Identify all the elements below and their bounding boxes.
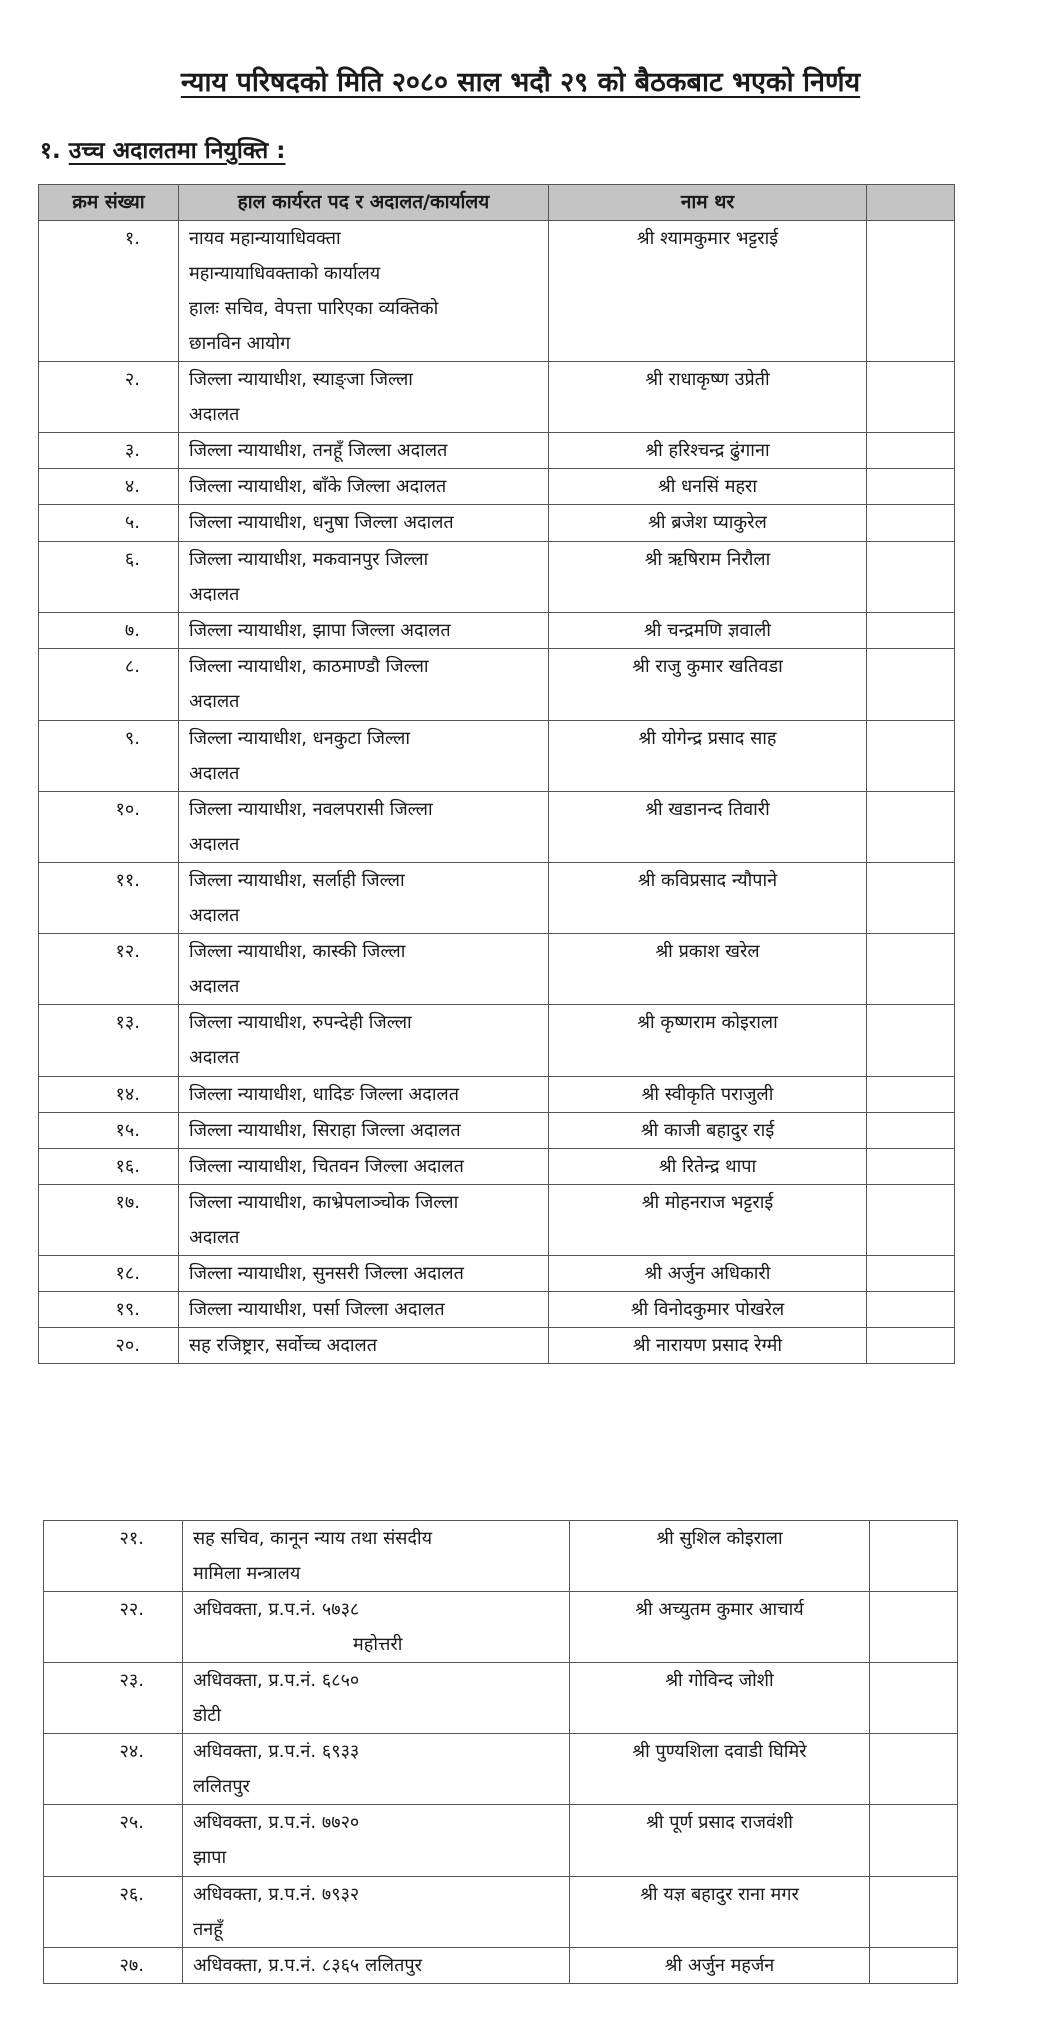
current-post-cell xyxy=(179,362,549,433)
current-post-cell xyxy=(183,1877,570,1948)
serial-number-cell: १८. xyxy=(39,1256,179,1292)
post-line: तनहूँ xyxy=(193,1919,223,1940)
current-post-cell xyxy=(179,1292,549,1328)
serial-number-cell: ३. xyxy=(39,433,179,469)
blank-cell xyxy=(870,1805,958,1877)
serial-number-cell: २१. xyxy=(44,1521,183,1592)
blank-cell xyxy=(867,1292,955,1328)
table-row xyxy=(39,469,955,505)
table-row xyxy=(39,1292,955,1328)
current-post-cell xyxy=(179,1256,549,1292)
post-line: झापा xyxy=(193,1847,227,1868)
current-post-cell xyxy=(183,1521,570,1592)
blank-cell xyxy=(867,863,955,934)
post-line: महोत्तरी xyxy=(353,1634,403,1655)
serial-number-cell: ४. xyxy=(39,469,179,505)
table-row xyxy=(39,792,955,863)
post-line: जिल्ला न्यायाधीश, नवलपरासी जिल्ला xyxy=(189,799,433,820)
appointee-name-cell: श्री कविप्रसाद न्यौपाने xyxy=(549,863,867,934)
current-post-cell xyxy=(179,1149,549,1185)
appointee-name-cell: श्री पूर्ण प्रसाद राजवंशी xyxy=(570,1805,870,1877)
table-row xyxy=(39,221,955,362)
post-line: अदालत xyxy=(189,905,240,926)
post-line: जिल्ला न्यायाधीश, रुपन्देही जिल्ला xyxy=(189,1012,412,1033)
section-number: १. xyxy=(40,138,61,164)
post-line: जिल्ला न्यायाधीश, पर्सा जिल्ला अदालत xyxy=(189,1299,445,1320)
current-post-cell xyxy=(179,221,549,362)
current-post-cell xyxy=(179,792,549,863)
appointee-name-cell: श्री श्यामकुमार भट्टराई xyxy=(549,221,867,362)
blank-cell xyxy=(870,1948,958,1984)
table-row xyxy=(39,433,955,469)
blank-cell xyxy=(867,1149,955,1185)
post-line: जिल्ला न्यायाधीश, तनहूँ जिल्ला अदालत xyxy=(189,440,448,461)
appointee-name-cell: श्री चन्द्रमणि ज्ञवाली xyxy=(549,613,867,649)
post-line: जिल्ला न्यायाधीश, झापा जिल्ला अदालत xyxy=(189,620,451,641)
serial-number-cell: ६. xyxy=(39,542,179,613)
table-row xyxy=(39,1185,955,1256)
current-post-cell xyxy=(179,934,549,1005)
post-line: सह रजिष्ट्रार, सर्वोच्च अदालत xyxy=(189,1335,378,1356)
serial-number-cell: २४. xyxy=(44,1734,183,1805)
post-line: जिल्ला न्यायाधीश, सुनसरी जिल्ला अदालत xyxy=(189,1263,464,1284)
blank-cell xyxy=(870,1592,958,1663)
appointee-name-cell: श्री गोविन्द जोशी xyxy=(570,1663,870,1734)
serial-number-cell: १०. xyxy=(39,792,179,863)
document-title xyxy=(0,62,1041,99)
post-line: जिल्ला न्यायाधीश, काठमाण्डौ जिल्ला xyxy=(189,656,429,677)
appointee-name-cell: श्री स्वीकृति पराजुली xyxy=(549,1077,867,1113)
appointee-name-cell: श्री काजी बहादुर राई xyxy=(549,1113,867,1149)
blank-cell xyxy=(870,1663,958,1734)
appointee-name-cell: श्री यज्ञ बहादुर राना मगर xyxy=(570,1877,870,1948)
current-post-cell xyxy=(183,1663,570,1734)
appointee-name-cell: श्री पुण्यशिला दवाडी घिमिरे xyxy=(570,1734,870,1805)
post-line: अधिवक्ता, प्र.प.नं. ८३६५ ललितपुर xyxy=(193,1955,422,1976)
table-row xyxy=(39,1149,955,1185)
post-line: जिल्ला न्यायाधीश, चितवन जिल्ला अदालत xyxy=(189,1156,464,1177)
table-row xyxy=(44,1805,958,1877)
post-line: अदालत xyxy=(189,691,240,712)
table-row xyxy=(39,542,955,613)
blank-cell xyxy=(867,1113,955,1149)
table-row xyxy=(44,1734,958,1805)
post-line: महान्यायाधिवक्ताको कार्यालय xyxy=(189,263,381,284)
current-post-cell xyxy=(183,1805,570,1877)
post-line: मामिला मन्त्रालय xyxy=(193,1563,301,1584)
table-row xyxy=(39,1113,955,1149)
current-post-cell xyxy=(183,1948,570,1984)
appointee-name-cell: श्री अर्जुन महर्जन xyxy=(570,1948,870,1984)
serial-number-cell: १३. xyxy=(39,1005,179,1077)
appointee-name-cell: श्री अच्युतम कुमार आचार्य xyxy=(570,1592,870,1663)
table-row xyxy=(39,863,955,934)
serial-number-cell: १६. xyxy=(39,1149,179,1185)
table-row xyxy=(39,934,955,1005)
post-line: जिल्ला न्यायाधीश, बाँके जिल्ला अदालत xyxy=(189,476,447,497)
blank-cell xyxy=(867,505,955,542)
serial-number-cell: २०. xyxy=(39,1328,179,1364)
serial-number-cell: २७. xyxy=(44,1948,183,1984)
blank-cell xyxy=(867,362,955,433)
current-post-cell xyxy=(179,1113,549,1149)
post-line: जिल्ला न्यायाधीश, काभ्रेपलाञ्चोक जिल्ला xyxy=(189,1192,459,1213)
post-line: जिल्ला न्यायाधीश, सिराहा जिल्ला अदालत xyxy=(189,1120,461,1141)
serial-number-cell: १४. xyxy=(39,1077,179,1113)
appointee-name-cell: श्री मोहनराज भट्टराई xyxy=(549,1185,867,1256)
appointments-table-part-1 xyxy=(38,184,955,1364)
table-body-part-2 xyxy=(44,1521,958,1984)
post-line: जिल्ला न्यायाधीश, मकवानपुर जिल्ला xyxy=(189,549,429,570)
current-post-cell xyxy=(183,1592,570,1663)
blank-cell xyxy=(867,542,955,613)
post-line: अधिवक्ता, प्र.प.नं. ६९३३ xyxy=(193,1741,360,1762)
table-row xyxy=(44,1948,958,1984)
current-post-cell xyxy=(179,433,549,469)
appointee-name-cell: श्री खडानन्द तिवारी xyxy=(549,792,867,863)
appointee-name-cell: श्री प्रकाश खरेल xyxy=(549,934,867,1005)
appointee-name-cell: श्री सुशिल कोइराला xyxy=(570,1521,870,1592)
current-post-cell xyxy=(179,505,549,542)
current-post-cell xyxy=(179,649,549,721)
post-line: अदालत xyxy=(189,1047,240,1068)
blank-cell xyxy=(867,1328,955,1364)
table-row xyxy=(39,1328,955,1364)
post-line: अदालत xyxy=(189,404,240,425)
post-line: अदालत xyxy=(189,976,240,997)
serial-number-cell: २३. xyxy=(44,1663,183,1734)
serial-number-cell: १२. xyxy=(39,934,179,1005)
serial-number-cell: ८. xyxy=(39,649,179,721)
post-line: अधिवक्ता, प्र.प.नं. ५७३८ xyxy=(193,1599,360,1620)
blank-cell xyxy=(867,221,955,362)
appointee-name-cell: श्री नारायण प्रसाद रेग्मी xyxy=(549,1328,867,1364)
blank-cell xyxy=(867,469,955,505)
serial-number-cell: २६. xyxy=(44,1877,183,1948)
table-row xyxy=(39,1005,955,1077)
appointee-name-cell: श्री योगेन्द्र प्रसाद साह xyxy=(549,721,867,792)
appointee-name-cell: श्री धनसिं महरा xyxy=(549,469,867,505)
table-row xyxy=(39,613,955,649)
serial-number-cell: १७. xyxy=(39,1185,179,1256)
post-line: अधिवक्ता, प्र.प.नं. ७७२० xyxy=(193,1812,360,1833)
table-row xyxy=(39,649,955,721)
header-name: नाम थर xyxy=(549,185,867,221)
blank-cell xyxy=(867,1005,955,1077)
appointee-name-cell: श्री राधाकृष्ण उप्रेती xyxy=(549,362,867,433)
blank-cell xyxy=(867,1185,955,1256)
blank-cell xyxy=(870,1877,958,1948)
appointee-name-cell: श्री हरिश्चन्द्र ढुंगाना xyxy=(549,433,867,469)
current-post-cell xyxy=(179,1328,549,1364)
table-row xyxy=(39,1077,955,1113)
post-line: जिल्ला न्यायाधीश, धनकुटा जिल्ला xyxy=(189,728,410,749)
blank-cell xyxy=(867,1077,955,1113)
post-line: जिल्ला न्यायाधीश, धनुषा जिल्ला अदालत xyxy=(189,512,454,533)
post-line: सह सचिव, कानून न्याय तथा संसदीय xyxy=(193,1528,433,1549)
serial-number-cell: ५. xyxy=(39,505,179,542)
table-row xyxy=(44,1592,958,1663)
post-line: अधिवक्ता, प्र.प.नं. ६८५० xyxy=(193,1670,360,1691)
serial-number-cell: २. xyxy=(39,362,179,433)
document-title-text: न्याय परिषदको मिति २०८० साल भदौ २९ को बैठकबाट भएको निर्णय xyxy=(180,67,861,98)
current-post-cell xyxy=(179,469,549,505)
serial-number-cell: ११. xyxy=(39,863,179,934)
current-post-cell xyxy=(183,1734,570,1805)
appointee-name-cell: श्री ब्रजेश प्याकुरेल xyxy=(549,505,867,542)
section-heading-text: उच्च अदालतमा नियुक्ति : xyxy=(68,138,286,164)
appointee-name-cell: श्री ऋषिराम निरौला xyxy=(549,542,867,613)
blank-cell xyxy=(867,934,955,1005)
post-line: अदालत xyxy=(189,584,240,605)
blank-cell xyxy=(867,433,955,469)
blank-cell xyxy=(867,792,955,863)
appointee-name-cell: श्री रितेन्द्र थापा xyxy=(549,1149,867,1185)
current-post-cell xyxy=(179,863,549,934)
post-line: ललितपुर xyxy=(193,1776,250,1797)
post-line: जिल्ला न्यायाधीश, कास्की जिल्ला xyxy=(189,941,406,962)
table-row xyxy=(39,505,955,542)
serial-number-cell: १५. xyxy=(39,1113,179,1149)
post-line: अदालत xyxy=(189,1227,240,1248)
appointee-name-cell: श्री अर्जुन अधिकारी xyxy=(549,1256,867,1292)
current-post-cell xyxy=(179,1077,549,1113)
post-line: हालः सचिव, वेपत्ता पारिएका व्यक्तिको xyxy=(189,298,439,319)
post-line: नायव महान्यायाधिवक्ता xyxy=(189,228,341,249)
serial-number-cell: २२. xyxy=(44,1592,183,1663)
blank-cell xyxy=(867,1256,955,1292)
post-line: छानविन आयोग xyxy=(189,333,291,354)
serial-number-cell: १९. xyxy=(39,1292,179,1328)
blank-cell xyxy=(867,613,955,649)
table-row xyxy=(39,362,955,433)
post-line: डोटी xyxy=(193,1705,222,1726)
current-post-cell xyxy=(179,1185,549,1256)
table-header-row xyxy=(39,185,955,221)
header-current-post: हाल कार्यरत पद र अदालत/कार्यालय xyxy=(179,185,549,221)
table-row xyxy=(44,1521,958,1592)
appointee-name-cell: श्री राजु कुमार खतिवडा xyxy=(549,649,867,721)
serial-number-cell: २५. xyxy=(44,1805,183,1877)
current-post-cell xyxy=(179,542,549,613)
table-row xyxy=(39,721,955,792)
header-serial-number: क्रम संख्या xyxy=(39,185,179,221)
table-row xyxy=(39,1256,955,1292)
appointments-table-part-2 xyxy=(43,1520,958,1984)
table-row xyxy=(44,1663,958,1734)
current-post-cell xyxy=(179,613,549,649)
table-row xyxy=(44,1877,958,1948)
current-post-cell xyxy=(179,1005,549,1077)
appointee-name-cell: श्री कृष्णराम कोइराला xyxy=(549,1005,867,1077)
post-line: जिल्ला न्यायाधीश, स्याङ्जा जिल्ला xyxy=(189,369,413,390)
serial-number-cell: ९. xyxy=(39,721,179,792)
blank-cell xyxy=(870,1521,958,1592)
blank-cell xyxy=(870,1734,958,1805)
post-line: अधिवक्ता, प्र.प.नं. ७९३२ xyxy=(193,1884,360,1905)
appointee-name-cell: श्री विनोदकुमार पोखरेल xyxy=(549,1292,867,1328)
post-line: जिल्ला न्यायाधीश, धादिङ जिल्ला अदालत xyxy=(189,1084,459,1105)
current-post-cell xyxy=(179,721,549,792)
section-heading xyxy=(40,133,285,165)
serial-number-cell: ७. xyxy=(39,613,179,649)
post-line: जिल्ला न्यायाधीश, सर्लाही जिल्ला xyxy=(189,870,405,891)
post-line: अदालत xyxy=(189,834,240,855)
header-blank xyxy=(867,185,955,221)
serial-number-cell: १. xyxy=(39,221,179,362)
post-line: अदालत xyxy=(189,763,240,784)
table-body-part-1 xyxy=(39,221,955,1364)
blank-cell xyxy=(867,721,955,792)
blank-cell xyxy=(867,649,955,721)
